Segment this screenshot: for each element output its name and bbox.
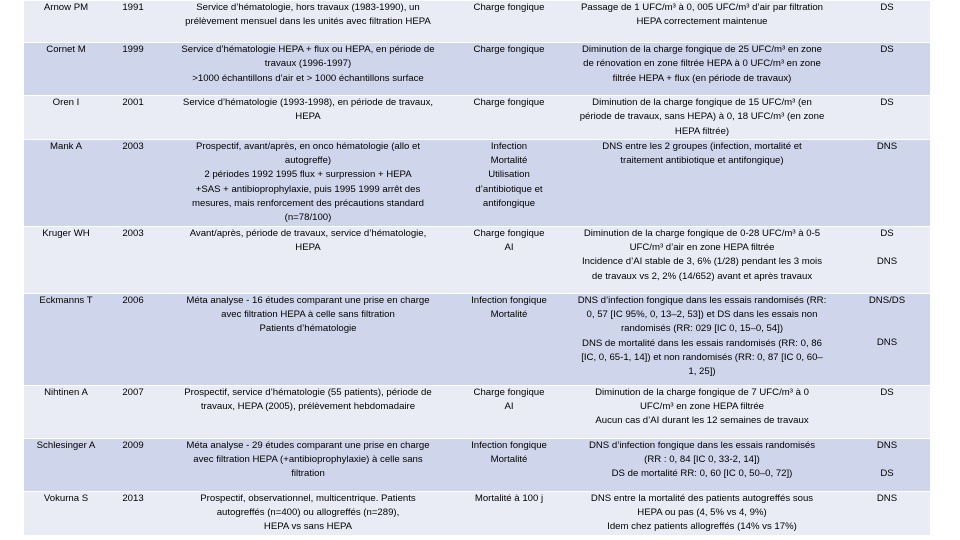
- cell-line: DS: [880, 44, 894, 55]
- cell-line: HEPA: [295, 111, 321, 123]
- results-cell: [560, 96, 844, 140]
- study-design-cell: [158, 139, 458, 226]
- studies-table-container: [24, 0, 930, 533]
- cell-line: >1000 échantillons d’air et > 1000 échantillons surface: [192, 72, 424, 84]
- cell-line: DNS: [876, 439, 898, 451]
- cell-line: DS de mortalité RR: 0, 60 [IC 0, 50–0, 72]): [611, 468, 793, 480]
- cell-line: DNS d’infection fongique dans les essais randomisés: [588, 439, 816, 451]
- significance-cell: [844, 139, 930, 226]
- significance-cell: [844, 438, 930, 491]
- cell-line: travaux, HEPA (2005), prélèvement hebdomadaire: [200, 400, 416, 412]
- table-row: [24, 43, 930, 96]
- cell-line: avec filtration HEPA (+antibioprophylaxie) à celle sans: [193, 453, 423, 465]
- criterion-cell: [458, 43, 560, 96]
- cell-line: Charge fongique: [473, 2, 545, 13]
- cell-line: de rénovation en zone filtrée HEPA à 0 UFC/m³ en zone: [583, 58, 821, 70]
- cell-line: DS: [880, 2, 894, 13]
- cell-line: [847, 322, 927, 336]
- cell-line: Charge fongique: [473, 227, 545, 239]
- cell-line: Infection fongique: [471, 439, 547, 451]
- cell-line: HEPA ou pas (4, 5% vs 4, 9%): [637, 506, 767, 518]
- results-cell: [560, 1, 844, 43]
- cell-line: Mortalité: [490, 155, 528, 167]
- cell-line: Méta analyse - 29 études comparant une prise en charge: [186, 439, 430, 451]
- significance-cell: [844, 96, 930, 140]
- cell-line: travaux (1996-1997): [264, 58, 352, 70]
- cell-line: UFC/m³ en zone HEPA filtrée: [639, 400, 765, 412]
- cell-line: DS: [880, 386, 894, 398]
- year-cell: 2007: [108, 385, 158, 438]
- study-design-cell: [158, 1, 458, 43]
- table-row: [24, 226, 930, 293]
- cell-line: d’antibiotique et: [475, 183, 543, 195]
- table-row: [24, 293, 930, 385]
- cell-line: HEPA vs sans HEPA: [263, 521, 353, 533]
- year-cell: 2001: [108, 96, 158, 140]
- cell-line: Service d’hématologie HEPA + flux ou HEPA, en période de: [181, 44, 435, 55]
- year-cell: 2003: [108, 226, 158, 293]
- cell-line: antifongique: [482, 198, 536, 210]
- study-design-cell: [158, 491, 458, 534]
- criterion-cell: [458, 491, 560, 534]
- cell-line: Patients d’hématologie: [259, 323, 357, 335]
- results-cell: [560, 385, 844, 438]
- cell-line: HEPA: [295, 241, 321, 253]
- cell-line: DS: [880, 97, 894, 108]
- author-cell: Mank A: [24, 139, 108, 226]
- cell-line: Infection: [490, 140, 528, 152]
- table-row: [24, 1, 930, 43]
- author-cell: Kruger WH: [24, 226, 108, 293]
- cell-line: DNS: [876, 255, 898, 267]
- author-cell: Vokurna S: [24, 491, 108, 534]
- study-design-cell: [158, 96, 458, 140]
- cell-line: DNS entre la mortalité des patients autogreffés sous: [590, 492, 814, 504]
- cell-line: Service d’hématologie, hors travaux (1983-1990), un: [196, 2, 420, 13]
- cell-line: (RR : 0, 84 [IC 0, 33-2, 14]): [644, 453, 760, 465]
- cell-line: Avant/après, période de travaux, service d’hématologie,: [189, 227, 427, 239]
- table-row: [24, 385, 930, 438]
- cell-line: Mortalité: [490, 308, 528, 320]
- criterion-cell: [458, 1, 560, 43]
- table-row: [24, 139, 930, 226]
- study-design-cell: [158, 43, 458, 96]
- author-cell: Oren I: [24, 96, 108, 140]
- cell-line: [IC, 0, 65-1, 14]) et non randomisés (RR: 0, 87 [IC 0, 60–: [581, 351, 823, 363]
- cell-line: HEPA correctement maintenue: [636, 16, 768, 28]
- results-cell: [560, 438, 844, 491]
- study-design-cell: [158, 293, 458, 385]
- year-cell: 2009: [108, 438, 158, 491]
- significance-cell: [844, 385, 930, 438]
- cell-line: traitement antibiotique et antifongique): [620, 155, 784, 167]
- cell-line: DNS de mortalité dans les essais randomisés (RR: 0, 86: [582, 337, 822, 349]
- cell-line: Diminution de la charge fongique de 0-28 UFC/m³ à 0-5: [583, 227, 821, 239]
- cell-line: Passage de 1 UFC/m³ à 0, 005 UFC/m³ d’air par filtration: [580, 2, 824, 13]
- cell-line: AI: [504, 400, 514, 412]
- cell-line: Méta analyse - 16 études comparant une prise en charge: [186, 294, 430, 306]
- criterion-cell: [458, 96, 560, 140]
- cell-line: Charge fongique: [473, 386, 545, 398]
- author-cell: Cornet M: [24, 43, 108, 96]
- cell-line: Service d’hématologie (1993-1998), en période de travaux,: [182, 97, 434, 108]
- cell-line: 0, 57 [IC 95%, 0, 13–2, 53]) et DS dans les essais non: [586, 308, 818, 320]
- cell-line: DS: [880, 227, 894, 239]
- significance-cell: [844, 491, 930, 534]
- cell-line: Charge fongique: [473, 44, 545, 55]
- study-design-cell: [158, 438, 458, 491]
- results-cell: [560, 491, 844, 534]
- cell-line: Infection fongique: [471, 294, 547, 306]
- year-cell: 2003: [108, 139, 158, 226]
- significance-cell: [844, 43, 930, 96]
- cell-line: Prospectif, avant/après, en onco hématologie (allo et: [196, 140, 420, 152]
- cell-line: DS: [880, 467, 894, 479]
- table-row: [24, 438, 930, 491]
- results-cell: [560, 139, 844, 226]
- author-cell: Arnow PM: [24, 1, 108, 43]
- cell-line: Utilisation: [488, 169, 530, 181]
- results-cell: [560, 293, 844, 385]
- year-cell: 1999: [108, 43, 158, 96]
- author-cell: Nihtinen A: [24, 385, 108, 438]
- cell-line: Idem chez patients allogreffés (14% vs 17%): [607, 521, 797, 533]
- results-cell: [560, 43, 844, 96]
- cell-line: de travaux vs 2, 2% (14/652) avant et après travaux: [591, 270, 813, 282]
- cell-line: autogreffe): [284, 155, 332, 167]
- significance-cell: [844, 1, 930, 43]
- cell-line: 1, 25]): [688, 366, 716, 378]
- cell-line: mesures, mais renforcement des précautions standard: [192, 198, 424, 210]
- cell-line: +SAS + antibioprophylaxie, puis 1995 1999 arrêt des: [195, 183, 421, 195]
- results-cell: [560, 226, 844, 293]
- cell-line: UFC/m³ d’air en zone HEPA filtrée: [629, 241, 775, 253]
- cell-line: autogreffés (n=400) ou allogreffés (n=289),: [216, 506, 400, 518]
- author-cell: Eckmanns T: [24, 293, 108, 385]
- cell-line: DNS: [876, 336, 898, 348]
- cell-line: filtration: [291, 468, 325, 480]
- significance-cell: [844, 293, 930, 385]
- cell-line: Incidence d’AI stable de 3, 6% (1/28) pendant les 3 mois: [582, 256, 822, 268]
- criterion-cell: [458, 385, 560, 438]
- year-cell: 2013: [108, 491, 158, 534]
- cell-line: prélèvement mensuel dans les unités avec filtration HEPA: [185, 16, 431, 28]
- study-design-cell: [158, 226, 458, 293]
- cell-line: [847, 308, 927, 322]
- cell-line: randomisés (RR: 029 [IC 0, 15–0, 54]): [620, 323, 784, 335]
- table-row: [24, 491, 930, 534]
- cell-line: Diminution de la charge fongique de 25 UFC/m³ en zone: [582, 44, 822, 55]
- cell-line: DNS: [876, 140, 898, 152]
- cell-line: Diminution de la charge fongique de 7 UFC/m³ à 0: [595, 386, 809, 398]
- year-cell: 1991: [108, 1, 158, 43]
- year-cell: 2006: [108, 293, 158, 385]
- author-cell: Schlesinger A: [24, 438, 108, 491]
- cell-line: [847, 241, 927, 255]
- cell-line: Charge fongique: [473, 97, 545, 108]
- cell-line: DNS: [876, 492, 898, 504]
- criterion-cell: [458, 139, 560, 226]
- cell-line: (n=78/100): [284, 212, 332, 224]
- cell-line: DNS d’infection fongique dans les essais randomisés (RR:: [577, 294, 827, 306]
- cell-line: AI: [504, 241, 514, 253]
- cell-line: avec filtration HEPA à celle sans filtration: [221, 308, 395, 320]
- cell-line: Prospectif, service d’hématologie (55 patients), période de: [184, 386, 432, 398]
- cell-line: Diminution de la charge fongique de 15 UFC/m³ (en: [592, 97, 812, 108]
- cell-line: DNS entre les 2 groupes (infection, mortalité et: [602, 140, 802, 152]
- cell-line: période de travaux, sans HEPA) à 0, 18 UFC/m³ (en zone: [579, 111, 825, 123]
- cell-line: DNS/DS: [868, 294, 906, 306]
- cell-line: filtrée HEPA + flux (en période de travaux): [612, 72, 792, 84]
- table-row: [24, 96, 930, 140]
- significance-cell: [844, 226, 930, 293]
- cell-line: Prospectif, observationnel, multicentrique. Patients: [200, 492, 416, 504]
- cell-line: 2 périodes 1992 1995 flux + surpression + HEPA: [204, 169, 412, 181]
- studies-table-body: [24, 1, 930, 535]
- cell-line: HEPA filtrée): [674, 125, 730, 137]
- cell-line: Mortalité: [490, 453, 528, 465]
- studies-table: [24, 0, 930, 535]
- criterion-cell: [458, 293, 560, 385]
- study-design-cell: [158, 385, 458, 438]
- cell-line: Aucun cas d’AI durant les 12 semaines de travaux: [595, 415, 809, 427]
- cell-line: Mortalité à 100 j: [474, 492, 544, 504]
- criterion-cell: [458, 438, 560, 491]
- criterion-cell: [458, 226, 560, 293]
- cell-line: [847, 453, 927, 467]
